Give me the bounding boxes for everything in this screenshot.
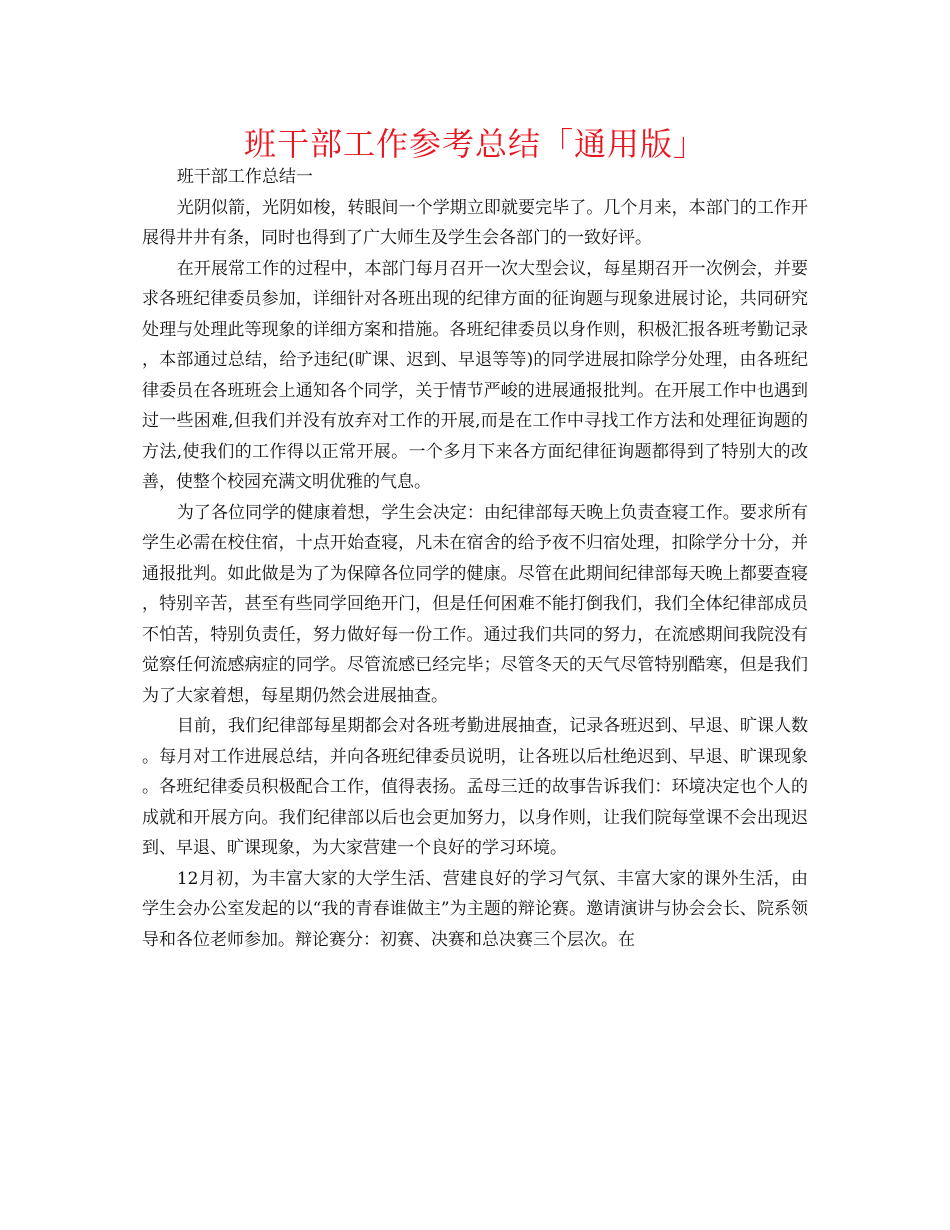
- paragraph: 光阴似箭，光阴如梭，转眼间一个学期立即就要完毕了。几个月来，本部门的工作开展得井井有条，同时也得到了广大师生及学生会各部门的一致好评。: [142, 197, 808, 248]
- paragraph: 12月初，为丰富大家的大学生活、营建良好的学习气氛、丰富大家的课外生活，由学生会办公室发起的以“我的青春谁做主”为主题的辩论赛。邀请演讲与协会会长、院系领导和各位老师参加。辩论赛分：初赛、决赛和总决赛三个层次。在: [142, 868, 808, 950]
- section-heading: 班干部工作总结一: [176, 167, 313, 187]
- document-title: 班干部工作参考总结「通用版」: [243, 125, 706, 163]
- paragraph: 为了各位同学的健康着想，学生会决定：由纪律部每天晚上负责查寝工作。要求所有学生必需在校住宿，十点开始查寝，凡未在宿舍的给予夜不归宿处理，扣除学分十分，并通报批判。如此做是为了为保障各位同学的健康。尽管在此期间纪律部每天晚上都要查寝，特别辛苦，甚至有些同学回绝开门，但是任何困难不能打倒我们，我们全体纪律部成员不怕苦，特别负责任，努力做好每一份工作。通过我们共同的努力，在流感期间我院没有觉察任何流感病症的同学。尽管流感已经完毕；尽管冬天的天气尽管特别酷寒，但是我们为了大家着想，每星期仍然会进展抽查。: [142, 502, 808, 706]
- document-body: [142, 162, 808, 955]
- paragraph: 目前，我们纪律部每星期都会对各班考勤进展抽查，记录各班迟到、早退、旷课人数。每月对工作进展总结，并向各班纪律委员说明，让各班以后杜绝迟到、早退、旷课现象。各班纪律委员积极配合工作，值得表扬。孟母三迁的故事告诉我们：环境决定也个人的成就和开展方向。我们纪律部以后也会更加努力，以身作则，让我们院每堂课不会出现迟到、早退、旷课现象，为大家营建一个良好的学习环境。: [142, 716, 808, 858]
- paragraph: 在开展常工作的过程中，本部门每月召开一次大型会议，每星期召开一次例会，并要求各班纪律委员参加，详细针对各班出现的纪律方面的征询题与现象进展讨论，共同研究处理与处理此等现象的详细方案和措施。各班纪律委员以身作则，积极汇报各班考勤记录，本部通过总结，给予违纪(旷课、迟到、早退等等)的同学进展扣除学分处理，由各班纪律委员在各班班会上通知各个同学，关于情节严峻的进展通报批判。在开展工作中也遇到过一些困难,但我们并没有放弃对工作的开展,而是在工作中寻找工作方法和处理征询题的方法,使我们的工作得以正常开展。一个多月下来各方面纪律征询题都得到了特别大的改善，使整个校园充满文明优雅的气息。: [142, 258, 808, 492]
